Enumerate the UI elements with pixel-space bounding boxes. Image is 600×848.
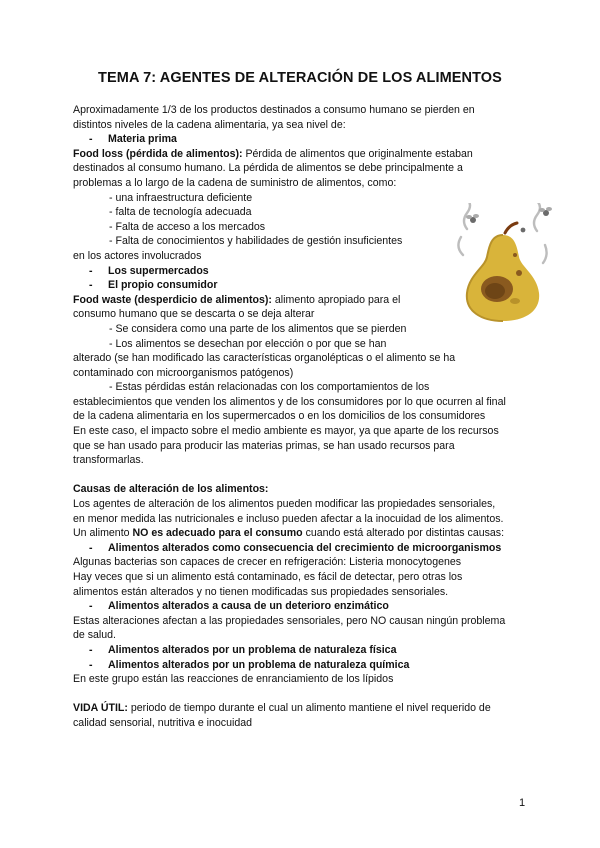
list-item: - Materia prima: [89, 133, 177, 146]
text-line: Hay veces que si un alimento está contaminado, es fácil de detectar, pero otras los: [73, 571, 463, 583]
rotten-pear-icon: [445, 203, 560, 323]
text-line: destinados al consumo humano. La pérdida de alimentos se debe principalmente a: [73, 162, 463, 175]
list-item: - una infraestructura deficiente: [109, 191, 253, 204]
text-line: que se han usado para producir las materias primas, se han usado recursos para: [73, 439, 455, 452]
text-line: En este caso, el impacto sobre el medio ambiente es mayor, ya que aparte de los recursos: [73, 425, 499, 438]
text-line: Aproximadamente 1/3 de los productos destinados a consumo humano se pierden en: [73, 104, 475, 116]
text-line: en los actores involucrados: [73, 249, 202, 262]
text-line: establecimientos que venden los alimentos y de los consumidores por lo que ocurren al final: [73, 395, 506, 408]
spacer: [73, 468, 533, 483]
text-line: consumo humano que se descarta o se deja alterar: [73, 308, 315, 321]
text-line: Food loss (pérdida de alimentos): Pérdida de alimentos que originalmente estaban: [73, 147, 473, 160]
list-item: - Falta de acceso a los mercados: [109, 220, 266, 233]
list-item: - Falta de conocimientos y habilidades de gestión insuficientes: [109, 235, 403, 248]
list-item: - Se considera como una parte de los alimentos que se pierden: [109, 322, 407, 335]
text-line: Los agentes de alteración de los alimentos pueden modificar las propiedades sensoriales,: [73, 498, 496, 511]
text-line: de la cadena alimentaria en los supermercados o en los domicilios de los consumidores: [73, 410, 486, 423]
text-line: Food waste (desperdicio de alimentos): alimento apropiado para el: [73, 293, 401, 306]
text-line: en menor medida las nutricionales e incluso pueden afectar a la inocuidad de los alimentos.: [73, 512, 504, 525]
text-line: En este grupo están las reacciones de enranciamiento de los lípidos: [73, 673, 394, 686]
list-item: - El propio consumidor: [89, 279, 218, 292]
list-item: - Alimentos alterados por un problema de naturaleza física: [89, 643, 397, 656]
list-item: - Alimentos alterados como consecuencia del crecimiento de microorganismos: [89, 541, 502, 554]
text-line: Un alimento NO es adecuado para el consumo cuando está alterado por distintas causas:: [73, 527, 505, 540]
text-line: distintos niveles de la cadena alimentaria, ya sea nivel de:: [73, 118, 346, 131]
text-line: VIDA ÚTIL: periodo de tiempo durante el cual un alimento mantiene el nivel requerido de: [73, 702, 491, 715]
text-line: Algunas bacterias son capaces de crecer en refrigeración: Listeria monocytogenes: [73, 556, 462, 569]
document-body: [73, 103, 533, 731]
text-line: calidad sensorial, nutritiva e inocuidad: [73, 716, 253, 729]
spacer: [73, 687, 533, 702]
list-item: - falta de tecnología adecuada: [109, 206, 252, 219]
text-line: alimentos están alterados y no tienen modificadas sus propiedades sensoriales.: [73, 585, 449, 598]
list-item: - Los alimentos se desechan por elección o por que se han: [109, 337, 387, 350]
text-line: Estas alteraciones afectan a las propiedades sensoriales, pero NO causan ningún problema: [73, 614, 506, 627]
text-line: alterado (se han modificado las características organolépticas o el alimento se ha: [73, 352, 456, 365]
text-line: contaminado con microorganismos patógenos): [73, 366, 294, 379]
section-heading: Causas de alteración de los alimentos:: [73, 483, 269, 496]
list-item: - Alimentos alterados por un problema de naturaleza química: [89, 658, 410, 671]
list-item: - Alimentos alterados a causa de un deterioro enzimático: [89, 600, 389, 613]
page-title: TEMA 7: AGENTES DE ALTERACIÓN DE LOS ALIMENTOS: [98, 70, 502, 86]
text-line: problemas a lo largo de la cadena de suministro de alimentos, como:: [73, 176, 397, 189]
list-item: - Estas pérdidas están relacionadas con los comportamientos de los: [109, 381, 430, 394]
list-item: - Los supermercados: [89, 264, 209, 277]
text-line: de salud.: [73, 629, 116, 642]
page-number: 1: [519, 797, 526, 809]
text-line: transformarlas.: [73, 454, 144, 467]
